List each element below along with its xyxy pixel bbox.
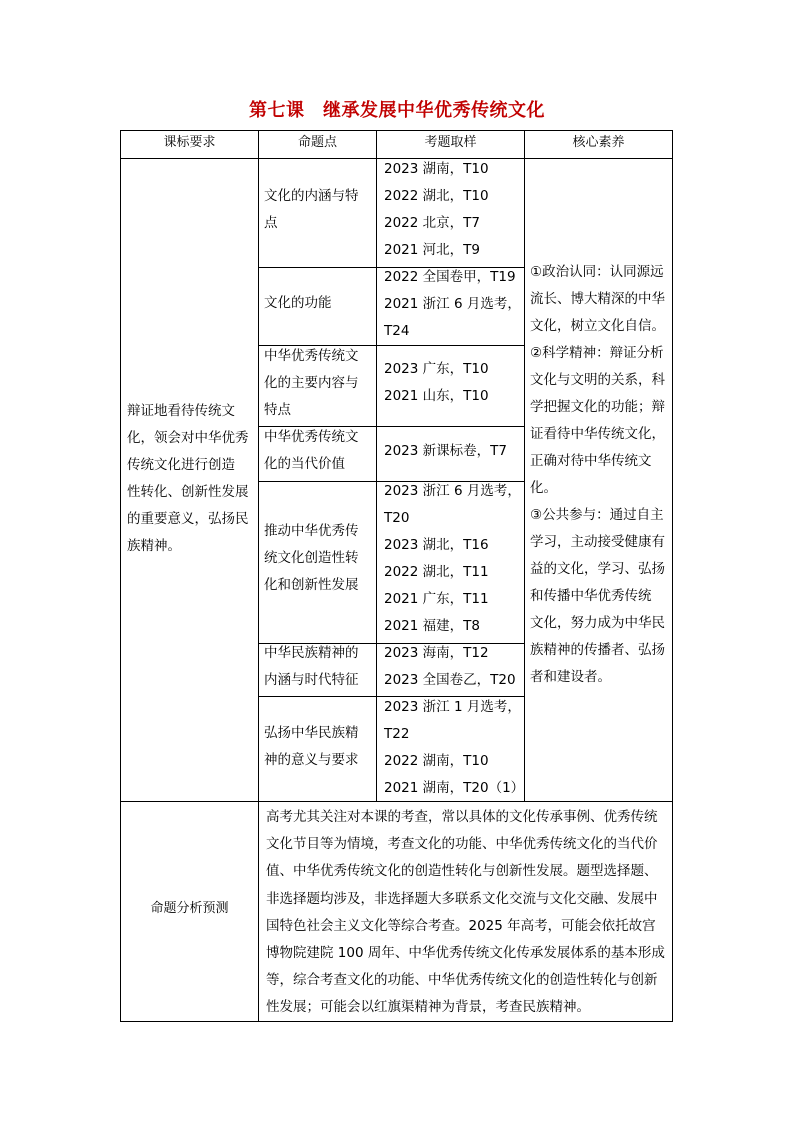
proposition-point: 文化的内涵与特 点 xyxy=(264,188,359,231)
exam-samples: 2023 湖南，T10 2022 湖北，T10 2022 北京，T7 2021 河北，T9 xyxy=(384,161,489,258)
header-curriculum: 课标要求 xyxy=(163,135,216,150)
header-proposition-point: 命题点 xyxy=(297,135,337,150)
proposition-point: 中华优秀传统文 化的主要内容与 特点 xyxy=(264,348,359,418)
exam-samples: 2023 新课标卷，T7 xyxy=(384,443,507,459)
header-exam-samples: 考题取样 xyxy=(424,135,477,150)
proposition-point: 中华民族精神的 内涵与时代特征 xyxy=(264,645,359,688)
exam-samples: 2023 广东，T10 2021 山东，T10 xyxy=(384,361,489,404)
page-title: 第七课 继承发展中华优秀传统文化 xyxy=(249,100,545,121)
header-core-literacy: 核心素养 xyxy=(572,135,625,150)
exam-samples: 2023 海南，T12 2023 全国卷乙，T20 xyxy=(384,645,516,688)
exam-samples: 2023 浙江 6 月选考， T20 2023 湖北，T16 2022 湖北，T11 2021 广东，T11 2021 福建，T8 xyxy=(384,483,521,634)
proposition-point: 推动中华优秀传 统文化创造性转 化和创新性发展 xyxy=(264,523,359,593)
analysis-label: 命题分析预测 xyxy=(150,901,229,916)
exam-samples: 2022 全国卷甲，T19 2021 浙江 6 月选考， T24 xyxy=(384,269,521,339)
exam-samples: 2023 浙江 1 月选考， T22 2022 湖南，T10 2021 湖南，T20（1） xyxy=(384,699,525,796)
curriculum-requirement: 辩证地看待传统文 化，领会对中华优秀 传统文化进行创造 性转化、创新性发展 的重要意义，弘扬民 族精神。 xyxy=(127,403,249,554)
analysis-text: 高考尤其关注对本课的考查，常以具体的文化传承事例、优秀传统 文化节目等为情境，考查文化的功能、中华优秀传统文化的当代价 值、中华优秀传统文化的创造性转化与创新性发展。题型选择题、 非选择题均涉及，非选择题大多联系文化交流与文化交融、发展中 国特色社会主义文化等综合考查。2025 年高考，可能会依托故宫 博物院建院 100 周年、中华优秀传统文化传承发展体系的基本形成 等，综合考查文化的功能、中华优秀传统文化的创造性转化与创新 性发展；可能会以红旗渠精神为背景，考查民族精神。 xyxy=(266,809,665,1016)
proposition-point: 文化的功能 xyxy=(264,295,332,311)
proposition-point: 中华优秀传统文 化的当代价值 xyxy=(264,429,359,472)
core-literacy: ①政治认同：认同源远 流长、博大精深的中华 文化，树立文化自信。 ②科学精神：辩证分析 文化与文明的关系，科 学把握文化的功能；辩 证看待中华传统文化， 正确对待中华传统文 化。 ③公共参与：通过自主 学习，主动接受健康有 益的文化，学习、弘扬 和传播中华优秀传统 文化，努力成为中华民 族精神的传播者、弘扬 者和建设者。 xyxy=(530,264,665,685)
proposition-point: 弘扬中华民族精 神的意义与要求 xyxy=(264,725,359,768)
